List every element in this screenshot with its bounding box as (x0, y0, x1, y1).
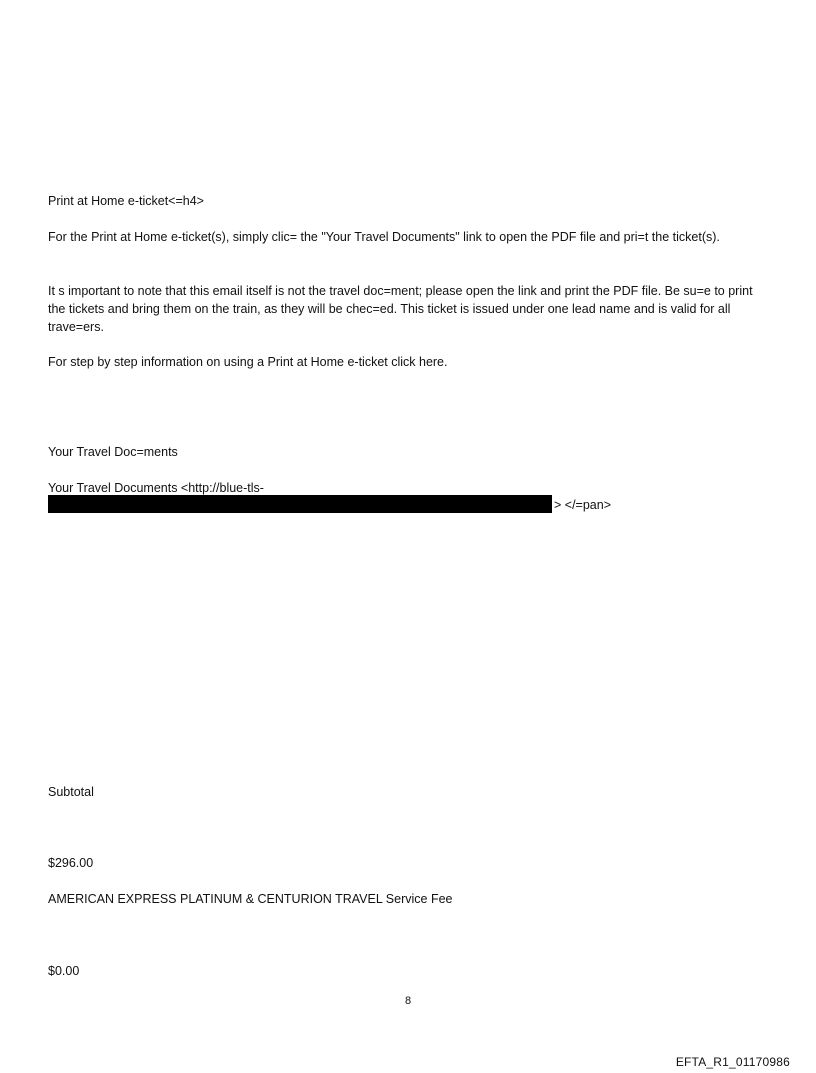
service-fee-value: $0.00 (48, 964, 80, 978)
travel-documents-link-tail: > </=pan> (554, 498, 612, 512)
subtotal-value: $296.00 (48, 856, 94, 870)
print-at-home-heading: Print at Home e-ticket<=h4> (48, 194, 204, 208)
travel-documents-heading: Your Travel Doc=ments (48, 445, 178, 459)
print-instructions-paragraph: For the Print at Home e-ticket(s), simply clic= the "Your Travel Documents" link to open the PDF file and pri=t the ticket(s). (48, 230, 720, 244)
page-number: 8 (404, 995, 412, 1007)
subtotal-label: Subtotal (48, 785, 94, 799)
document-id: EFTA_R1_01170986 (675, 1055, 790, 1069)
travel-documents-link[interactable]: Your Travel Documents <http://blue-tls- (48, 481, 264, 495)
important-note-paragraph: It s important to note that this email itself is not the travel doc=ment; please open the link and print the PDF file. Be su=e to print the tickets and bring them on the train, as they will be chec=ed. This ticket is issued under one lead name and is valid for all trave=ers. (48, 284, 753, 334)
step-by-step-link[interactable]: For step by step information on using a Print at Home e-ticket click here. (48, 355, 448, 369)
redaction-bar (48, 495, 552, 513)
service-fee-label: AMERICAN EXPRESS PLATINUM & CENTURION TRAVEL Service Fee (48, 892, 453, 906)
